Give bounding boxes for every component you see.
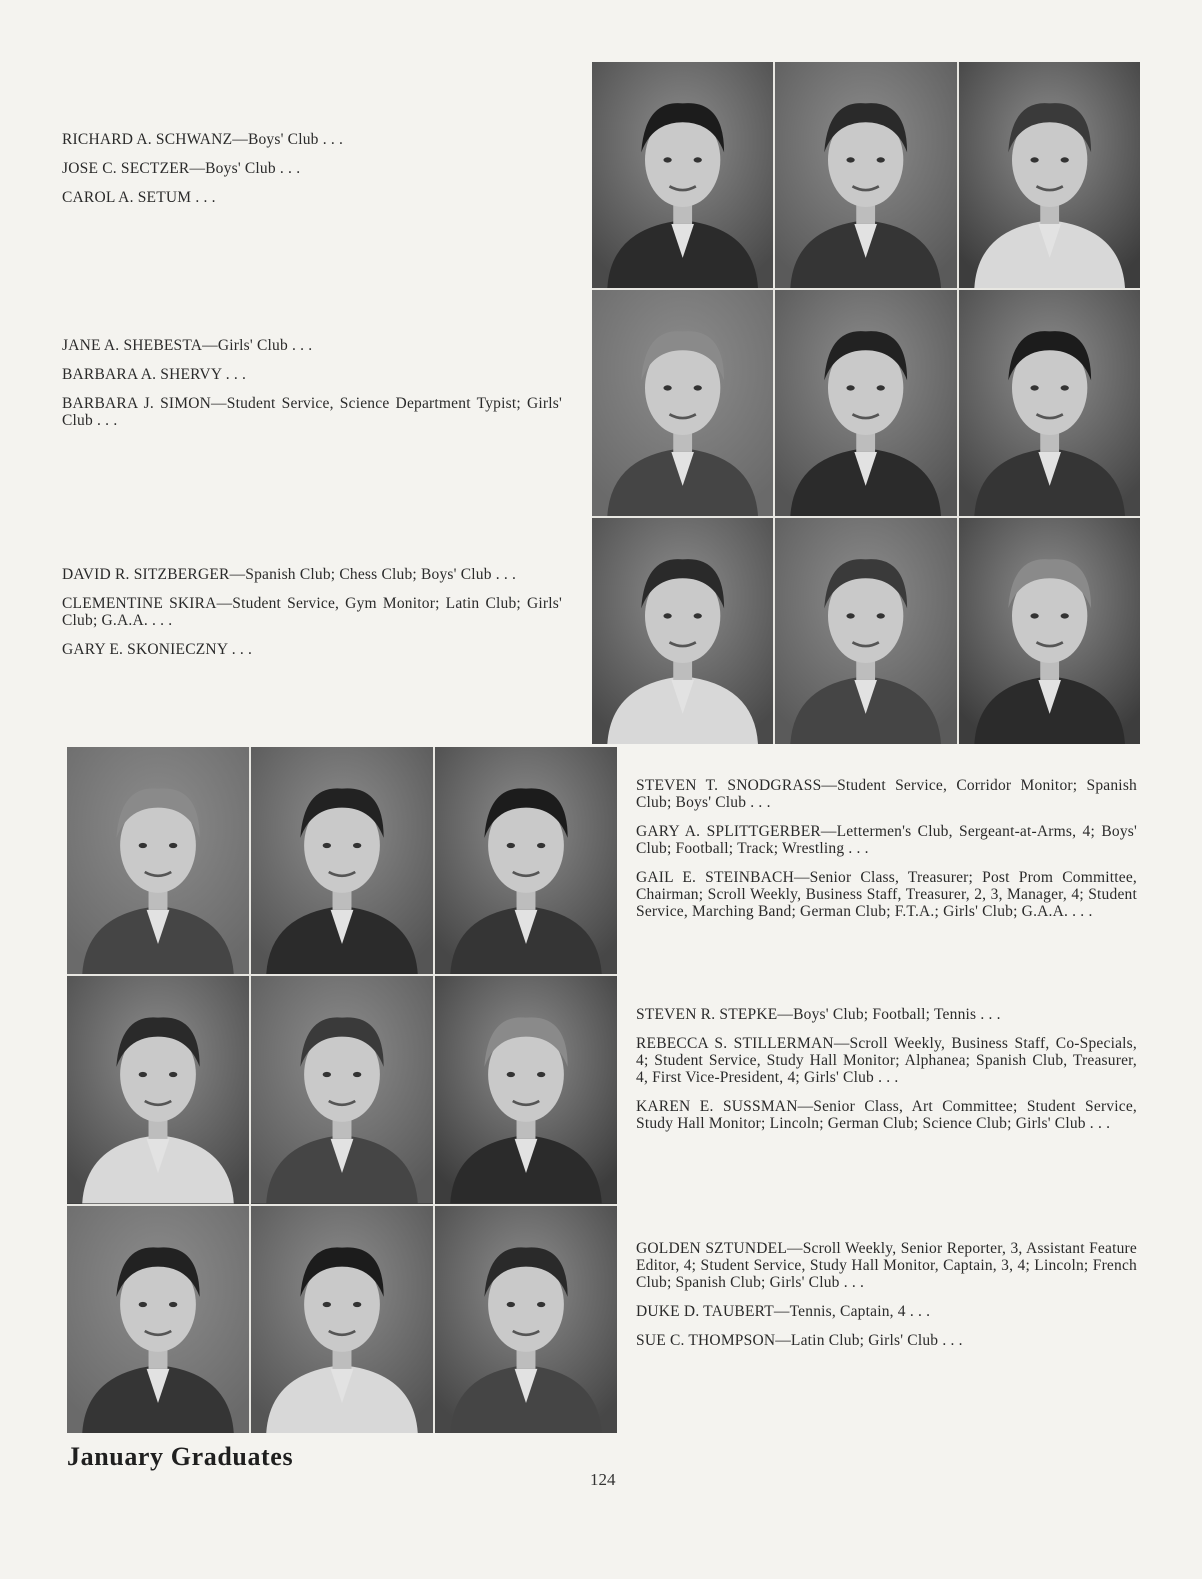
- student-portrait: [592, 290, 773, 516]
- student-entry: GARY E. SKONIECZNY . . .: [62, 641, 253, 658]
- caption-block-2: [62, 337, 562, 441]
- student-entry: BARBARA J. SIMON—Student Service, Science Department Typist; Girls' Club . . .: [62, 395, 562, 429]
- student-entry: KAREN E. SUSSMAN—Senior Class, Art Committee; Student Service, Study Hall Monitor; Lincoln; German Club; Science Club; Girls' Club . . .: [636, 1098, 1137, 1132]
- student-portrait: [251, 976, 433, 1203]
- student-entry: STEVEN T. SNODGRASS—Student Service, Corridor Monitor; Spanish Club; Boys' Club . . .: [636, 777, 1137, 811]
- student-entry: CAROL A. SETUM . . .: [62, 189, 216, 206]
- student-portrait: [592, 518, 773, 744]
- portrait-grid-top: [592, 62, 1140, 744]
- student-portrait: [251, 1206, 433, 1433]
- student-portrait: [775, 62, 956, 288]
- student-entry: DUKE D. TAUBERT—Tennis, Captain, 4 . . .: [636, 1303, 931, 1320]
- student-portrait: [592, 62, 773, 288]
- student-entry: GOLDEN SZTUNDEL—Scroll Weekly, Senior Reporter, 3, Assistant Feature Editor, 4; Student Service, Study Hall Monitor, Captain, 3, 4; Lincoln; French Club; Spanish Club; Girls' Club . . .: [636, 1240, 1137, 1291]
- section-title: January Graduates: [67, 1442, 294, 1471]
- student-portrait: [775, 518, 956, 744]
- student-entry: BARBARA A. SHERVY . . .: [62, 366, 247, 383]
- page-number: 124: [590, 1470, 616, 1489]
- portrait-grid-bottom: [67, 747, 617, 1433]
- student-entry: DAVID R. SITZBERGER—Spanish Club; Chess Club; Boys' Club . . .: [62, 566, 517, 583]
- student-portrait: [67, 1206, 249, 1433]
- student-portrait: [251, 747, 433, 974]
- student-portrait: [435, 747, 617, 974]
- caption-block-5: [636, 1006, 1137, 1144]
- student-entry: REBECCA S. STILLERMAN—Scroll Weekly, Business Staff, Co-Specials, 4; Student Service, Study Hall Monitor; Alphanea; Spanish Club, Treasurer, 4, First Vice-President, 4; Girls' Club . . .: [636, 1035, 1137, 1086]
- student-entry: RICHARD A. SCHWANZ—Boys' Club . . .: [62, 131, 344, 148]
- student-portrait: [775, 290, 956, 516]
- caption-block-3: [62, 566, 562, 670]
- student-entry: STEVEN R. STEPKE—Boys' Club; Football; Tennis . . .: [636, 1006, 1001, 1023]
- caption-block-6: [636, 1240, 1137, 1361]
- caption-block-4: [636, 777, 1137, 932]
- student-entry: GAIL E. STEINBACH—Senior Class, Treasurer; Post Prom Committee, Chairman; Scroll Weekly, Business Staff, Treasurer, 2, 3, Manager, 4; Student Service, Marching Band; German Club; F.T.A.; Girls' Club; G.A.A. . . .: [636, 869, 1137, 920]
- student-portrait: [959, 62, 1140, 288]
- student-portrait: [959, 518, 1140, 744]
- student-portrait: [67, 747, 249, 974]
- student-entry: GARY A. SPLITTGERBER—Lettermen's Club, Sergeant-at-Arms, 4; Boys' Club; Football; Track; Wrestling . . .: [636, 823, 1137, 857]
- student-portrait: [67, 976, 249, 1203]
- student-portrait: [959, 290, 1140, 516]
- student-entry: JOSE C. SECTZER—Boys' Club . . .: [62, 160, 301, 177]
- student-entry: SUE C. THOMPSON—Latin Club; Girls' Club . . .: [636, 1332, 963, 1349]
- student-portrait: [435, 976, 617, 1203]
- student-portrait: [435, 1206, 617, 1433]
- caption-block-1: [62, 131, 562, 218]
- student-entry: CLEMENTINE SKIRA—Student Service, Gym Monitor; Latin Club; Girls' Club; G.A.A. . . .: [62, 595, 562, 629]
- student-entry: JANE A. SHEBESTA—Girls' Club . . .: [62, 337, 313, 354]
